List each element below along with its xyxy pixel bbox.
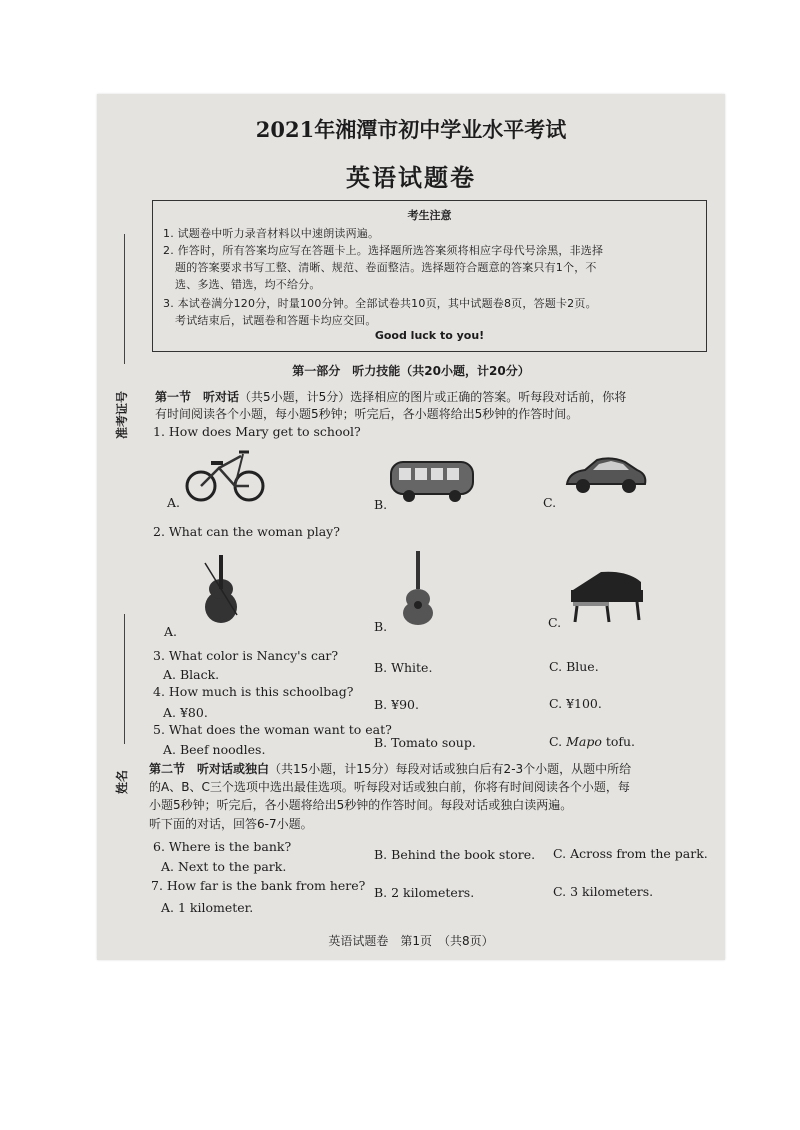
q7-option-b: B. 2 kilometers.: [374, 885, 475, 900]
id-number-line: [124, 234, 125, 364]
section-one-text: （共5小题，计5分）选择相应的图片或正确的答案。听每段对话前，你将: [239, 390, 627, 404]
q2-option-c: C.: [548, 615, 562, 630]
notice-line: 1. 试题卷中听力录音材料以中速朗读两遍。: [163, 227, 380, 240]
good-luck-text: Good luck to you!: [374, 329, 485, 342]
q3-option-c: C. Blue.: [549, 659, 599, 674]
section-two-text-line3: 小题5秒钟；听完后，各小题将给出5秒钟的作答时间。每段对话或独白读两遍。: [149, 798, 573, 812]
q4-option-b: B. ¥90.: [374, 697, 419, 712]
q6-option-a: A. Next to the park.: [161, 859, 287, 874]
section-two-text-line2: 的A、B、C三个选项中选出最佳选项。听每段对话或独白前，你将有时间阅读各个小题，每: [149, 780, 630, 794]
q5-option-b: B. Tomato soup.: [374, 735, 476, 750]
question-2: 2. What can the woman play?: [153, 524, 340, 539]
q7-option-c: C. 3 kilometers.: [553, 884, 654, 899]
question-3: 3. What color is Nancy's car?: [153, 648, 339, 663]
notice-line: 2. 作答时，所有答案均应写在答题卡上。选择题所选答案须将相应字母代号涂黑，非选择: [163, 244, 604, 257]
notice-line: 题的答案要求书写工整、清晰、规范、卷面整洁。选择题符合题意的答案只有1个，不: [175, 261, 597, 274]
car-icon: [563, 452, 649, 500]
notice-box: [152, 200, 707, 352]
exam-title: 2021年湘潭市初中学业水平考试: [255, 117, 567, 142]
notice-heading: 考生注意: [407, 209, 452, 222]
section-one-intro: [155, 388, 626, 405]
exam-page: [97, 94, 725, 960]
question-7: 7. How far is the bank from here?: [151, 878, 366, 893]
section-two-text-line4: 听下面的对话，回答6-7小题。: [149, 817, 313, 831]
q5-option-a: A. Beef noodles.: [163, 742, 266, 757]
q5-option-c: C. Mapo tofu.: [549, 734, 636, 749]
guitar-icon: [400, 549, 436, 627]
q4-option-a: A. ¥80.: [163, 705, 208, 720]
q6-option-b: B. Behind the book store.: [374, 847, 536, 862]
violin-icon: [197, 549, 245, 629]
exam-subtitle: 英语试题卷: [346, 163, 476, 192]
notice-line: 选、多选、错选，均不给分。: [175, 278, 321, 291]
q1-option-a: A.: [167, 495, 181, 510]
question-1: 1. How does Mary get to school?: [153, 424, 361, 439]
q6-option-c: C. Across from the park.: [553, 846, 708, 861]
question-5: 5. What does the woman want to eat?: [153, 722, 392, 737]
question-4: 4. How much is this schoolbag?: [153, 684, 354, 699]
part-one-heading: 第一部分 听力技能（共20小题，计20分）: [292, 364, 530, 378]
bicycle-icon: [183, 446, 267, 504]
page-footer: 英语试题卷 第1页 （共8页）: [328, 934, 494, 948]
piano-icon: [567, 568, 647, 624]
id-number-label: 准考证号: [115, 390, 129, 439]
section-one-text-line2: 有时间阅读各个小题，每小题5秒钟；听完后，各小题将给出5秒钟的作答时间。: [155, 407, 579, 421]
q1-option-b: B.: [374, 497, 388, 512]
q2-option-b: B.: [374, 619, 388, 634]
section-two-intro: [149, 760, 631, 777]
name-label: 姓名: [115, 769, 129, 794]
q7-option-a: A. 1 kilometer.: [161, 900, 254, 915]
section-two-text: （共15小题，计15分）每段对话或独白后有2-3个小题，从题中所给: [269, 762, 632, 776]
section-two-heading: 第二节 听对话或独白: [149, 762, 270, 776]
question-6: 6. Where is the bank?: [153, 839, 292, 854]
section-one-heading: 第一节 听对话: [155, 390, 240, 404]
q3-option-a: A. Black.: [163, 667, 220, 682]
q4-option-c: C. ¥100.: [549, 696, 602, 711]
bus-icon: [387, 456, 477, 506]
q2-option-a: A.: [164, 624, 178, 639]
notice-line: 3. 本试卷满分120分，时量100分钟。全部试卷共10页，其中试题卷8页，答题卡2页。: [163, 297, 597, 310]
name-line: [124, 614, 125, 744]
q1-option-c: C.: [543, 495, 557, 510]
q3-option-b: B. White.: [374, 660, 433, 675]
notice-line: 考试结束后，试题卷和答题卡均应交回。: [175, 314, 377, 327]
